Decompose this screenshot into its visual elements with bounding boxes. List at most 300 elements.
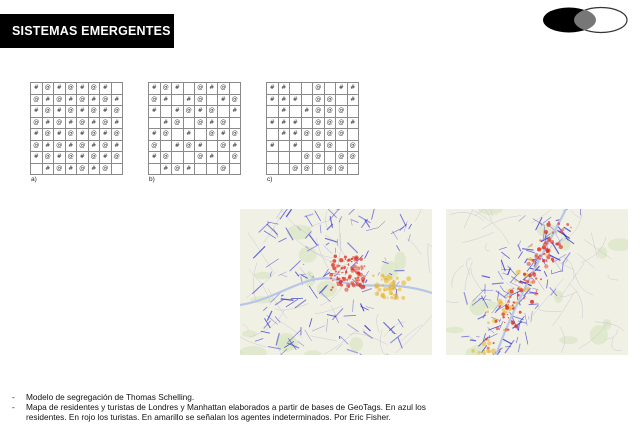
grid-cell: #	[348, 118, 360, 130]
grid-cell	[207, 164, 219, 176]
grid-cell: #	[279, 129, 291, 141]
grid-cell: @	[66, 83, 78, 95]
grid-cell: #	[348, 95, 360, 107]
grid-cell: @	[54, 118, 66, 130]
grid-cell: @	[325, 106, 337, 118]
grid-cell: #	[31, 152, 43, 164]
map-park-patch	[603, 319, 612, 330]
grid-cell: #	[218, 129, 230, 141]
caption-text: Mapa de residentes y turistas de Londres y Manhattan elaborados a partir de bases de GeoTags. En azul los residentes. En rojo los turistas. En amarillo se señalan los agentes indeterminados. Por Eric Fisher.	[26, 402, 426, 422]
grid-cell: #	[89, 95, 101, 107]
caption-item	[12, 392, 432, 402]
tourist-dot	[547, 238, 551, 242]
grid-cell	[290, 83, 302, 95]
grid-cell: @	[161, 129, 173, 141]
london-geotag-map	[240, 209, 432, 355]
tourist-dot	[332, 286, 334, 288]
grid-cell: #	[77, 152, 89, 164]
caption-text: Modelo de segregación de Thomas Schelling.	[26, 392, 195, 402]
tourist-dot	[332, 280, 334, 282]
tourist-dot	[513, 306, 514, 307]
grid-cell: #	[207, 152, 219, 164]
grid-cell: #	[66, 118, 78, 130]
tourist-dot	[507, 329, 509, 331]
grid-cell	[172, 95, 184, 107]
undetermined-dot	[481, 341, 486, 346]
grid-cell: @	[218, 141, 230, 153]
undetermined-dot	[406, 276, 411, 281]
schelling-grid-b	[148, 82, 241, 183]
grid-cell	[184, 83, 196, 95]
grid-cell: @	[89, 106, 101, 118]
grid-cell: @	[172, 164, 184, 176]
grid-cell	[184, 152, 196, 164]
grid-cell: @	[195, 152, 207, 164]
grid-cell: @	[66, 106, 78, 118]
tourist-dot	[525, 280, 529, 284]
tourist-dot	[527, 262, 531, 266]
tourist-dot	[359, 257, 362, 260]
grid-cell: @	[336, 164, 348, 176]
grid-cell: @	[89, 129, 101, 141]
grid-cell: #	[279, 83, 291, 95]
tourist-dot	[344, 288, 348, 292]
grid-cell: #	[267, 83, 279, 95]
tourist-dot	[348, 275, 352, 279]
tourist-dot	[532, 259, 534, 261]
tourist-dot	[337, 271, 339, 273]
tourist-dot	[547, 249, 551, 253]
grid-cell: @	[325, 141, 337, 153]
grid-cell	[195, 129, 207, 141]
grid-cell	[302, 141, 314, 153]
tourist-dot	[523, 297, 525, 299]
tourist-dot	[353, 259, 356, 262]
grid-cell: #	[149, 83, 161, 95]
grid-cell: @	[66, 129, 78, 141]
undetermined-dot	[381, 279, 383, 281]
grid-cell: #	[279, 106, 291, 118]
undetermined-dot	[507, 295, 509, 297]
grid-cell: #	[290, 141, 302, 153]
grid-cell	[279, 152, 291, 164]
tourist-dot	[361, 267, 364, 270]
tourist-dot	[559, 231, 561, 233]
tourist-dot	[544, 264, 548, 268]
grid-cell: @	[31, 141, 43, 153]
tourist-dot	[341, 272, 343, 274]
grid-cell	[348, 106, 360, 118]
grid-cell: @	[207, 129, 219, 141]
tourist-dot	[333, 266, 337, 270]
grid-cell: @	[195, 95, 207, 107]
grid-cell: @	[77, 118, 89, 130]
map-park-patch	[559, 336, 578, 344]
tourist-dot	[529, 276, 530, 277]
tourist-dot	[344, 268, 346, 270]
grid-cell: @	[290, 164, 302, 176]
undetermined-dot	[377, 288, 381, 292]
resident-trace	[291, 298, 303, 299]
grid-cell: #	[184, 164, 196, 176]
tourist-dot	[507, 300, 510, 303]
grid-cell: #	[336, 83, 348, 95]
brand-logo	[541, 6, 629, 34]
grid-cell: @	[184, 106, 196, 118]
grid-cell: #	[77, 83, 89, 95]
map-park-patch	[299, 247, 317, 263]
tourist-dot	[330, 277, 332, 279]
undetermined-dot	[519, 270, 521, 272]
grid-cell: @	[54, 141, 66, 153]
tourist-dot	[559, 245, 563, 249]
grid-cell: #	[184, 95, 196, 107]
grid-cell	[172, 129, 184, 141]
grid-cell	[313, 164, 325, 176]
tourist-dot	[534, 262, 536, 264]
tourist-dot	[557, 222, 560, 225]
undetermined-dot	[401, 296, 405, 300]
undetermined-dot	[381, 284, 384, 287]
undetermined-dot	[387, 275, 393, 281]
grid-cell: @	[100, 118, 112, 130]
tourist-dot	[566, 223, 569, 226]
grid-cell: #	[54, 152, 66, 164]
grid-cell: @	[112, 129, 124, 141]
grid-cell: @	[313, 141, 325, 153]
grid-cell: #	[279, 118, 291, 130]
grid-cell: #	[302, 106, 314, 118]
grid-cell: #	[290, 129, 302, 141]
tourist-dot	[532, 272, 535, 275]
tourist-dot	[514, 324, 518, 328]
grid-cell: #	[149, 106, 161, 118]
undetermined-dot	[392, 280, 396, 284]
grid-cell: #	[112, 118, 124, 130]
grid-cell: @	[43, 106, 55, 118]
grid-cell: #	[279, 95, 291, 107]
map-park-patch	[554, 290, 563, 303]
grid-cell: #	[207, 118, 219, 130]
grid-cell: #	[31, 83, 43, 95]
undetermined-dot	[491, 348, 496, 353]
grid-cell: @	[184, 141, 196, 153]
caption	[12, 392, 432, 422]
caption-bullet: -	[12, 402, 15, 412]
grid-cell	[172, 152, 184, 164]
tourist-dot	[519, 311, 522, 314]
grid-cell: #	[161, 164, 173, 176]
tourist-dot	[512, 307, 515, 310]
undetermined-dot	[398, 288, 402, 292]
grid-cell: @	[89, 152, 101, 164]
undetermined-dot	[401, 280, 406, 285]
map-park-patch	[446, 327, 464, 334]
grid-cell: #	[290, 95, 302, 107]
undetermined-dot	[376, 293, 378, 295]
grid-a-cells	[30, 82, 123, 175]
tourist-dot	[352, 283, 356, 287]
undetermined-dot	[478, 351, 481, 354]
grid-cell	[218, 152, 230, 164]
grid-cell: #	[100, 152, 112, 164]
tourist-dot	[519, 288, 523, 292]
undetermined-dot	[487, 341, 491, 345]
grid-cell: #	[89, 118, 101, 130]
map-park-patch	[469, 299, 485, 315]
grid-cell: #	[77, 106, 89, 118]
tourist-dot	[561, 228, 564, 231]
grid-cell: @	[336, 106, 348, 118]
tourist-dot	[355, 277, 359, 281]
undetermined-dot	[390, 296, 393, 299]
undetermined-dot	[383, 276, 387, 280]
grid-cell: @	[325, 118, 337, 130]
grid-cell	[348, 129, 360, 141]
grid-cell	[31, 164, 43, 176]
grid-cell: #	[149, 152, 161, 164]
grid-cell	[230, 83, 242, 95]
undetermined-dot	[488, 350, 491, 353]
page-title-bar	[0, 14, 174, 48]
grid-cell	[267, 164, 279, 176]
grid-cell: #	[43, 118, 55, 130]
grid-cell: #	[230, 141, 242, 153]
tourist-dot	[348, 263, 350, 265]
grid-cell	[230, 118, 242, 130]
tourist-dot	[485, 338, 487, 340]
grid-cell	[112, 164, 124, 176]
tourist-dot	[338, 265, 340, 267]
tourist-dot	[334, 254, 337, 257]
tourist-dot	[504, 322, 505, 323]
grid-cell: @	[207, 106, 219, 118]
grid-cell	[195, 164, 207, 176]
grid-cell	[184, 118, 196, 130]
tourist-dot	[561, 232, 563, 234]
tourist-dot	[542, 246, 546, 250]
grid-cell: #	[100, 129, 112, 141]
grid-cell: #	[54, 83, 66, 95]
grid-cell	[267, 106, 279, 118]
undetermined-dot	[387, 297, 389, 299]
grid-cell	[267, 129, 279, 141]
manhattan-map-image	[446, 209, 628, 355]
grid-cell	[325, 83, 337, 95]
tourist-dot	[337, 282, 341, 286]
tourist-dot	[356, 262, 358, 264]
grid-cell: @	[54, 95, 66, 107]
grid-cell: #	[43, 141, 55, 153]
grid-cell: #	[89, 164, 101, 176]
grid-cell: @	[325, 164, 337, 176]
undetermined-dot	[392, 286, 395, 289]
caption-item	[12, 402, 432, 422]
tourist-dot	[330, 289, 332, 291]
tourist-dot	[505, 304, 508, 307]
grid-cell: #	[267, 141, 279, 153]
resident-trace	[470, 340, 476, 341]
tourist-dot	[513, 302, 515, 304]
grid-cell: #	[31, 129, 43, 141]
undetermined-dot	[502, 308, 506, 312]
tourist-dot	[337, 276, 339, 278]
tourist-dot	[535, 277, 537, 279]
tourist-dot	[356, 266, 360, 270]
grid-cell: #	[100, 83, 112, 95]
undetermined-dot	[505, 311, 508, 314]
undetermined-dot	[383, 287, 387, 291]
tourist-dot	[536, 290, 537, 291]
tourist-dot	[508, 317, 509, 318]
tourist-dot	[335, 270, 337, 272]
tourist-dot	[353, 269, 356, 272]
grid-cell: #	[77, 129, 89, 141]
grid-cell	[230, 164, 242, 176]
grid-cell: #	[348, 83, 360, 95]
grid-cell: #	[290, 118, 302, 130]
grid-cell: #	[184, 129, 196, 141]
grid-cell: @	[31, 95, 43, 107]
undetermined-dot	[390, 292, 393, 295]
map-park-patch	[287, 225, 312, 240]
grid-cell: @	[230, 152, 242, 164]
undetermined-dot	[486, 310, 489, 313]
tourist-dot	[539, 239, 541, 241]
grid-cell: @	[302, 152, 314, 164]
grid-cell: #	[100, 106, 112, 118]
grid-cell: #	[230, 106, 242, 118]
grid-cell: @	[348, 141, 360, 153]
undetermined-dot	[396, 277, 399, 280]
grid-cell: #	[89, 141, 101, 153]
caption-bullet: -	[12, 392, 15, 402]
tourist-dot	[517, 287, 520, 290]
grid-cell: #	[31, 106, 43, 118]
grid-cell	[336, 141, 348, 153]
grid-cell: @	[195, 118, 207, 130]
grid-cell: @	[77, 95, 89, 107]
map-park-patch	[350, 337, 363, 351]
grid-cell: #	[149, 129, 161, 141]
tourist-dot	[570, 227, 572, 229]
tourist-dot	[542, 259, 546, 263]
tourist-dot	[543, 242, 547, 246]
grid-cell	[149, 164, 161, 176]
tourist-dot	[357, 272, 360, 275]
grid-cell: @	[172, 118, 184, 130]
grid-cell	[325, 152, 337, 164]
tourist-dot	[530, 300, 534, 304]
grid-cell	[267, 152, 279, 164]
grid-cell	[302, 118, 314, 130]
grid-cell	[348, 164, 360, 176]
tourist-dot	[524, 279, 526, 281]
tourist-dot	[548, 221, 550, 223]
grid-cell: #	[66, 141, 78, 153]
grid-cell: #	[172, 83, 184, 95]
tourist-dot	[534, 292, 537, 295]
grid-cell: #	[43, 164, 55, 176]
tourist-dot	[345, 271, 347, 273]
grid-cell: #	[161, 118, 173, 130]
tourist-dot	[329, 273, 333, 277]
tourist-dot	[330, 261, 331, 262]
grid-cell: @	[336, 118, 348, 130]
undetermined-dot	[515, 301, 518, 304]
grid-cell	[336, 95, 348, 107]
tourist-dot	[500, 349, 501, 350]
tourist-dot	[544, 230, 548, 234]
grid-cell: @	[336, 152, 348, 164]
tourist-dot	[487, 347, 490, 350]
grid-cell	[290, 106, 302, 118]
grid-cell: @	[43, 83, 55, 95]
schelling-grid-a	[30, 82, 123, 183]
grid-cell	[302, 83, 314, 95]
tourist-dot	[532, 280, 536, 284]
undetermined-dot	[471, 349, 475, 353]
grid-cell: @	[149, 141, 161, 153]
grid-cell: @	[149, 95, 161, 107]
grid-cell: @	[313, 83, 325, 95]
grid-cell: #	[172, 106, 184, 118]
grid-cell: @	[218, 164, 230, 176]
tourist-dot	[552, 260, 555, 263]
grid-cell: @	[313, 152, 325, 164]
tourist-dot	[512, 304, 514, 306]
grid-cell: #	[172, 141, 184, 153]
tourist-dot	[341, 267, 344, 270]
tourist-dot	[537, 247, 541, 251]
tourist-dot	[543, 253, 545, 255]
tourist-dot	[343, 261, 344, 262]
schelling-grid-c	[266, 82, 359, 183]
undetermined-dot	[389, 286, 392, 289]
tourist-dot	[346, 283, 350, 287]
undetermined-dot	[527, 286, 530, 289]
grid-cell: @	[348, 152, 360, 164]
grid-cell: @	[43, 152, 55, 164]
grid-cell: @	[302, 164, 314, 176]
tourist-dot	[344, 255, 347, 258]
tourist-dot	[331, 263, 335, 267]
tourist-dot	[507, 314, 508, 315]
map-park-patch	[242, 331, 257, 338]
grid-cell: #	[267, 95, 279, 107]
page-title: SISTEMAS EMERGENTES	[12, 24, 171, 38]
tourist-dot	[363, 265, 365, 267]
grid-cell: @	[77, 141, 89, 153]
grid-cell	[161, 141, 173, 153]
tourist-dot	[535, 253, 538, 256]
tourist-dot	[496, 327, 499, 330]
tourist-dot	[509, 295, 512, 298]
grid-cell	[218, 106, 230, 118]
grid-cell: @	[195, 83, 207, 95]
tourist-dot	[363, 275, 365, 277]
tourist-dot	[342, 277, 344, 279]
grid-cell: @	[230, 95, 242, 107]
grid-cell: #	[54, 129, 66, 141]
undetermined-dot	[487, 339, 489, 341]
tourist-dot	[332, 259, 336, 263]
grid-cell: #	[218, 95, 230, 107]
grid-b-cells	[148, 82, 241, 175]
grid-cell: #	[112, 141, 124, 153]
tourist-dot	[334, 275, 336, 277]
grid-cell: @	[218, 118, 230, 130]
